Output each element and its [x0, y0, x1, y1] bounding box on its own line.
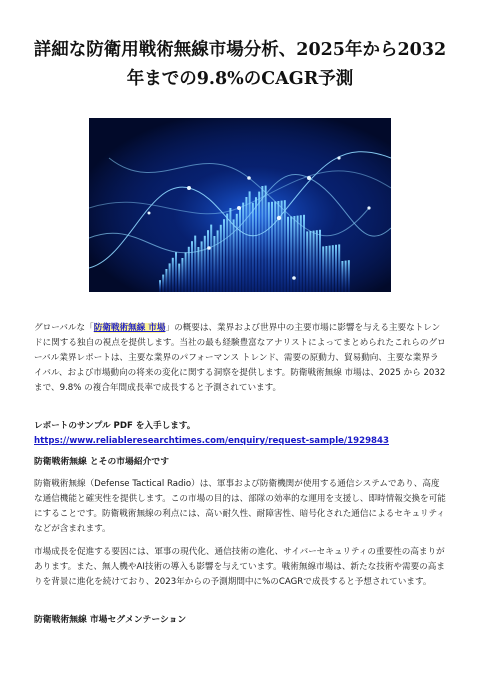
hero-bar [297, 216, 299, 292]
hero-bar [201, 241, 203, 292]
hero-bar [226, 214, 228, 292]
market-link-text[interactable]: 防衛戦術無線 市場 [93, 323, 166, 333]
hero-bar [207, 230, 209, 292]
definition-paragraph: 防衛戦術無線（Defense Tactical Radio）は、軍事および防衛機関が使用する通信システムであり、高度な通信機能と確実性を提供します。この市場の目的は、部隊の効率的な運用を支援し、即時情報交換を可能にすることです。防衛戦術無線の利点には、高い耐久性、耐障害性、暗号化された通信によるセキュリティなどが含まれます。 [34, 479, 446, 534]
hero-bar [197, 247, 199, 292]
hero-bar [204, 236, 206, 292]
hero-bar [220, 225, 222, 292]
hero-bar [172, 258, 174, 292]
intro-before: グローバルな「 [34, 323, 94, 333]
intro-after: 」の概要は、業界および世界中の主要市場に影響を与える主要なトレンドに関する独自の視点を提供します。当社の最も経験豊富なアナリストによってまとめられたこれらのグローバル業界レポートは、主要な業界のパフォーマンス トレンド、需要の原動力、貿易動向、主要な業界ライバル、および市場動向の将来の変化に関する洞察を提供します。防衛戦術無線 市場は、2025 から 2032 まで、9.8% の複合年間成長率で成長すると予測されています。 [34, 323, 446, 393]
hero-bar [284, 200, 286, 292]
hero-bar [165, 269, 167, 292]
page-title: 詳細な防衛用戦術無線市場分析、2025年から2032年までの9.8%のCAGR予測 [33, 40, 447, 89]
hero-bar [188, 247, 190, 292]
hero-bar [159, 280, 161, 292]
hero-bar [258, 192, 260, 292]
hero-bar [348, 260, 350, 292]
hero-bar [261, 186, 263, 292]
hero-bar [306, 231, 308, 292]
hero-bar [325, 246, 327, 292]
sample-label: レポートのサンプル PDF を入手します。 [34, 421, 196, 431]
hero-bar [316, 230, 318, 292]
hero-bar [169, 263, 171, 292]
hero-bar [245, 197, 247, 292]
intro-paragraph [34, 321, 446, 396]
hero-bar [252, 203, 254, 292]
hero-bar [287, 217, 289, 292]
hero-bar [162, 275, 164, 292]
hero-bar [332, 245, 334, 292]
hero-bar [300, 215, 302, 292]
growth-paragraph: 市場成長を促進する要因には、軍事の現代化、通信技術の進化、サイバーセキュリティの重要性の高まりがあります。また、無人機やAI技術の導入も影響を与えています。戦術無線市場は、新たな技術や需要の高まりを背景に進化を続けており、2023年からの予測期間中に%のCAGRで成長すると予想されています。 [34, 547, 445, 587]
hero-bar [233, 219, 235, 292]
hero-bar [175, 252, 177, 292]
hero-bar [290, 216, 292, 292]
blue-data-visualization-image [89, 118, 391, 292]
hero-bar [345, 261, 347, 292]
hero-bar [255, 197, 257, 292]
hero-bar [191, 241, 193, 292]
hero-bar [185, 252, 187, 292]
hero-image [89, 118, 391, 292]
hero-bar [217, 230, 219, 292]
hero-bar [277, 201, 279, 292]
hero-bar [322, 246, 324, 292]
hero-bar [268, 202, 270, 292]
hero-bar [341, 261, 343, 292]
sample-url-link[interactable]: https://www.reliableresearchtimes.com/enquiry/request-sample/1929843 [34, 436, 389, 446]
hero-bar [319, 230, 321, 292]
hero-bar [335, 245, 337, 292]
hero-bar [313, 231, 315, 292]
hero-bar [249, 191, 251, 292]
hero-bar [239, 208, 241, 292]
hero-bar [236, 214, 238, 292]
market-link[interactable] [94, 323, 166, 333]
hero-bar [293, 216, 295, 292]
sample-request-paragraph [34, 419, 446, 449]
section-heading-intro: 防衛戦術無線 とその市場紹介です [34, 457, 170, 467]
hero-bar [329, 246, 331, 292]
hero-bar [210, 225, 212, 292]
hero-bar [178, 264, 180, 292]
hero-bar [242, 203, 244, 292]
hero-bar [338, 244, 340, 292]
hero-bar [181, 258, 183, 292]
hero-bar [274, 201, 276, 292]
section-heading-segmentation: 防衛戦術無線 市場セグメンテーション [34, 615, 187, 625]
hero-bar [265, 186, 267, 292]
hero-bar [223, 219, 225, 292]
hero-bar [309, 231, 311, 292]
hero-bar [194, 236, 196, 292]
hero-bar [271, 202, 273, 292]
hero-bar [213, 236, 215, 292]
